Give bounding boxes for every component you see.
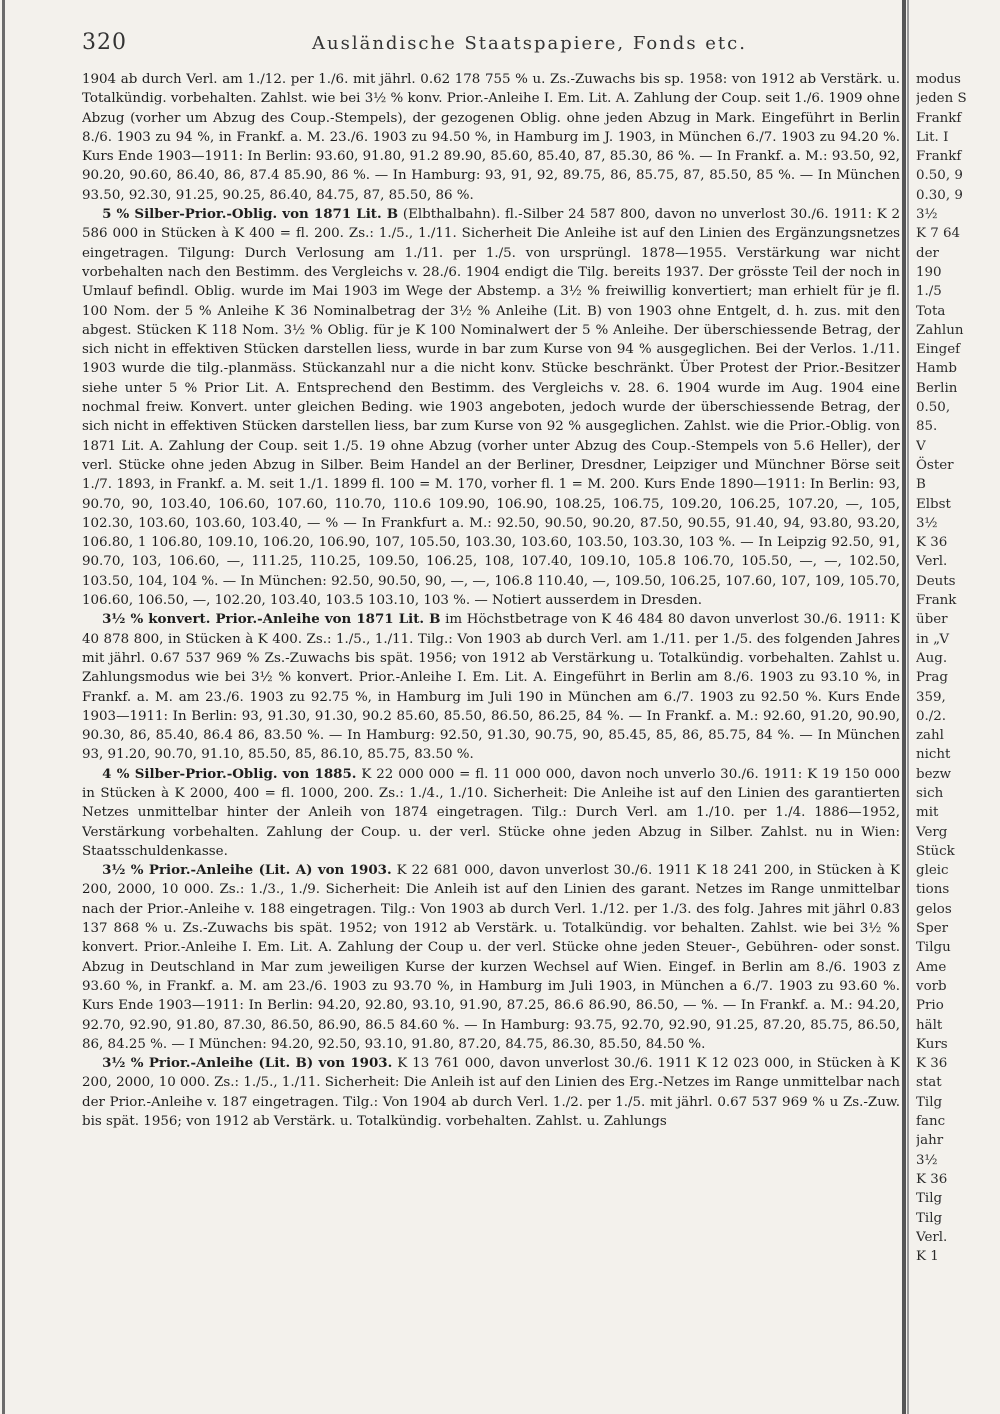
fragment-line: 0./2. bbox=[916, 708, 947, 724]
paragraph-2 bbox=[82, 610, 900, 764]
fragment-line: B bbox=[916, 477, 926, 493]
fragment-line: 0.50, 9 bbox=[916, 168, 963, 184]
section-heading: 3½ % Prior.-Anleihe (Lit. B) von 1903. bbox=[102, 1055, 393, 1072]
paragraph-5 bbox=[82, 1054, 900, 1131]
fragment-line: Verl. bbox=[916, 1229, 948, 1245]
fragment-line: jeden S bbox=[916, 91, 967, 107]
paragraph-0 bbox=[82, 70, 900, 205]
fragment-line: gleic bbox=[916, 863, 949, 879]
fragment-line: nicht bbox=[916, 747, 951, 763]
fragment-line: K 36 bbox=[916, 535, 948, 551]
fragment-line: fanc bbox=[916, 1114, 946, 1130]
fragment-line: zahl bbox=[916, 728, 944, 744]
fragment-line: 0.50, bbox=[916, 400, 951, 416]
fragment-line: V bbox=[916, 438, 926, 454]
page-gutter bbox=[902, 0, 906, 1414]
section-heading: 5 % Silber-Prior.-Oblig. von 1871 Lit. B bbox=[102, 206, 399, 223]
page-header bbox=[82, 30, 882, 62]
running-title: Ausländische Staatspapiere, Fonds etc. bbox=[312, 33, 747, 54]
fragment-line: Tota bbox=[916, 303, 946, 319]
fragment-line: modus bbox=[916, 72, 961, 87]
fragment-line: stat bbox=[916, 1075, 942, 1091]
fragment-line: Kurs bbox=[916, 1036, 948, 1052]
fragment-line: K 1 bbox=[916, 1249, 939, 1265]
fragment-line: 3½ bbox=[916, 1152, 938, 1168]
fragment-line: Zahlun bbox=[916, 322, 964, 338]
fragment-line: Elbst bbox=[916, 496, 951, 512]
fragment-line: Deuts bbox=[916, 573, 956, 589]
fragment-line: K 36 bbox=[916, 1056, 948, 1072]
fragment-line: K 36 bbox=[916, 1171, 948, 1187]
fragment-line: vorb bbox=[916, 978, 947, 994]
fragment-line: sich bbox=[916, 785, 944, 801]
fragment-line: 190 bbox=[916, 264, 942, 280]
fragment-line: hält bbox=[916, 1017, 943, 1033]
fragment-line: Frank bbox=[916, 593, 957, 609]
fragment-line: Eingef bbox=[916, 342, 961, 358]
fragment-line: Verg bbox=[916, 824, 948, 840]
fragment-line: Frankf bbox=[916, 149, 962, 165]
fragment-line: Ame bbox=[916, 959, 947, 975]
paragraph-3 bbox=[82, 765, 900, 861]
section-heading: 3½ % Prior.-Anleihe (Lit. A) von 1903. bbox=[102, 862, 392, 879]
fragment-line: Verl. bbox=[916, 554, 948, 570]
paragraph-text: K 22 681 000, davon unverlost 30./6. 1911 K 18 241 200, in Stücken à K 200, 2000, 10 000. Zs.: 1./3., 1./9. Sicherheit: Die Anleih ist auf den Linien des garant. Netzes im Range unmittelbar nach der Prior.-Anleihe v. 188 eingetragen. Tilg.: Von 1903 ab durch Verl. 1./12. per 1./3. des folg. Jahres mit jährl 0.83 137 868 % u. Zs.-Zuwachs bis spät. 1952; von 1912 ab Verstärk. u. Totalkündig. vor behalten. Zahlst. wie bei 3½ % konvert. Prior.-Anleihe I. Em. Lit. A. Zahlung der Coup u. der verl. Stücke ohne jeden Steuer-, Gebühren- oder sonst. Abzug in Deutschland in Mar zum jeweiligen Kurse der kurzen Wechsel auf Wien. Eingef. in Berlin am 8./6. 1903 z 93.60 %, in Frankf. a. M. am 23./6. 1903 zu 93.70 %, in Hamburg im Juli 1903, in München a 6./7. 1903 zu 93.60 %. Kurs Ende 1903—1911: In Berlin: 94.20, 92.80, 93.10, 91.90, 87.25, 86.6 86.90, 86.50, — %. — In Frankf. a. M.: 94.20, 92.70, 92.90, 91.80, 87.30, 86.50, 86.90, 86.5 84.60 %. — In Hamburg: 93.75, 92.70, 92.90, 91.25, 87.20, 85.75, 86.50, 86, 84.25 %. — I München: 94.20, 92.50, 93.10, 91.80, 87.20, 84.75, 86.30, 85.50, 84.50 %. bbox=[82, 863, 900, 1052]
paragraph-text: K 22 000 000 = fl. 11 000 000, davon noch unverlo 30./6. 1911: K 19 150 000 in Stücken à K 2000, 400 = fl. 1000, 200. Zs.: 1./4., 1./10. Sicherheit: Die Anleihe ist auf den Linien des garantierten Netzes unmittelbar hinter der Anleih von 1874 eingetragen. Tilg.: Durch Verl. am 1./10. per 1./4. 1886—1952, Verstärkung vorbehalten. Zahlung der Coup. u. der verl. Stücke ohne jeden Abzug in Silber. Zahlst. nu in Wien: Staatsschuldenkasse. bbox=[82, 766, 900, 859]
fragment-line: bezw bbox=[916, 766, 952, 782]
paragraph-1 bbox=[82, 205, 900, 610]
fragment-line: 359, bbox=[916, 689, 946, 705]
paragraph-text: im Höchstbetrage von K 46 484 80 davon unverlost 30./6. 1911: K 40 878 800, in Stücken à K 400. Zs.: 1./5., 1./11. Tilg.: Von 1903 ab durch Verl. am 1./11. per 1./5. des folgenden Jahres mit jährl. 0.67 537 969 % Zs.-Zuwachs bis spät. 1956; von 1912 ab Verstärkung u. Totalkündig. vorbehalten. Zahlst u. Zahlungsmodus wie bei 3½ % konvert. Prior.-Anleihe I. Em. Lit. A. Eingeführt in Berlin am 8./6. 1903 zu 93.10 %, in Frankf. a. M. am 23./6. 1903 zu 92.75 %, in Hamburg im Juli 190 in München am 6./7. 1903 zu 92.50 %. Kurs Ende 1903—1911: In Berlin: 93, 91.30, 91.30, 90.2 85.60, 85.50, 86.50, 86.25, 84 %. — In Frankf. a. M.: 92.60, 91.20, 90.90, 90.30, 86, 85.40, 86.4 86, 83.50 %. — In Hamburg: 92.50, 91.30, 90.75, 90, 85.45, 85, 86, 85.75, 84 %. — In München 93, 91.20, 90.70, 91.10, 85.50, 85, 86.10, 85.75, 83.50 %. bbox=[82, 612, 900, 763]
fragment-line: 3½ bbox=[916, 515, 938, 531]
fragment-line: in „V bbox=[916, 631, 950, 647]
fragment-line: Tilg bbox=[916, 1191, 943, 1207]
fragment-line: Sper bbox=[916, 921, 949, 937]
fragment-line: mit bbox=[916, 805, 939, 821]
fragment-line: jahr bbox=[916, 1133, 944, 1149]
facing-page-fragments bbox=[916, 70, 1000, 1410]
section-heading: 4 % Silber-Prior.-Oblig. von 1885. bbox=[102, 765, 357, 782]
fragment-line: Frankf bbox=[916, 110, 962, 126]
section-heading: 3½ % konvert. Prior.-Anleihe von 1871 Lit. B bbox=[102, 611, 441, 628]
paragraph-4 bbox=[82, 861, 900, 1054]
fragment-line: K 7 64 bbox=[916, 226, 961, 242]
fragment-line: 1./5 bbox=[916, 284, 942, 300]
fragment-line: Stück bbox=[916, 843, 955, 859]
fragment-line: gelos bbox=[916, 901, 952, 917]
fragment-line: Tilg bbox=[916, 1210, 943, 1226]
fragment-line: Berlin bbox=[916, 380, 958, 396]
fragment-line: Öster bbox=[916, 457, 954, 473]
fragment-line: der bbox=[916, 245, 939, 261]
main-column bbox=[82, 70, 900, 1410]
fragment-line: Prio bbox=[916, 998, 944, 1014]
left-binding-edge bbox=[2, 0, 5, 1414]
fragment-line: tions bbox=[916, 882, 950, 898]
fragment-line: Hamb bbox=[916, 361, 957, 377]
fragment-line: 0.30, 9 bbox=[916, 187, 963, 203]
fragment-line: über bbox=[916, 612, 948, 628]
paragraph-text: (Elbthalbahn). fl.-Silber 24 587 800, davon no unverlost 30./6. 1911: K 2 586 000 in Stücken à K 400 = fl. 200. Zs.: 1./5., 1./11. Sicherheit Die Anleihe ist auf den Linien des Ergänzungsnetzes eingetragen. Tilgung: Durch Verlosung am 1./11. per 1./5. von ursprüngl. 1878—1955. Verstärkung war nicht vorbehalten nach den Bestimm. des Vergleichs v. 28./6. 1904 endigt die Tilg. bereits 1937. Der grösste Teil der noch in Umlauf befindl. Oblig. wurde im Mai 1903 im Wege der Abstemp. a 3½ % freiwillig konvertiert; man erhielt für je fl. 100 Nom. der 5 % Anleihe K 36 Nominalbetrag der 3½ % Anleihe (Lit. B) von 1903 ohne Entgelt, d. h. zus. mit den abgest. Stücken K 118 Nom. 3½ % Oblig. für je K 100 Nominalwert der 5 % Anleihe. Der überschiessende Betrag, der sich nicht in effektiven Stücken darstellen liess, wurde in bar zum Kurse von 94 % ausgeglichen. Bei der Verlos. 1./11. 1903 wurde die tilg.-planmäss. Stückanzahl nur a die nicht konv. Stücke beschränkt. Über Protest der Prior.-Besitzer siehe unter 5 % Prior Lit. A. Entsprechend den Bestimm. des Vergleichs v. 28. 6. 1904 wurde im Aug. 1904 eine nochmal freiw. Konvert. unter gleichen Beding. wie 1903 angeboten, jedoch wurde der überschiessende Betrag, der sich nicht in effektiven Stücken darstellen liess, bar zum Kurse von 92 % ausgeglichen. Zahlst. wie die Prior.-Oblig. von 1871 Lit. A. Zahlung der Coup. seit 1./5. 19 ohne Abzug (vorher unter Abzug des Coup.-Stempels von 5.6 Heller), der verl. Stücke ohne jeden Abzug in Silber. Beim Handel an der Berliner, Dresdner, Leipziger und Münchner Börse seit 1./7. 1893, in Frankf. a. M. seit 1./1. 1899 fl. 100 = M. 170, vorher fl. 1 = M. 200. Kurs Ende 1890—1911: In Berlin: 93, 90.70, 90, 103.40, 106.60, 107.60, 110.70, 110.6 109.90, 106.90, 108.25, 106.75, 109.20, 106.25, 107.20, —, 105, 102.30, 103.60, 103.60, 103.40, — % — In Frankfurt a. M.: 92.50, 90.50, 90.20, 87.50, 90.55, 91.40, 94, 93.80, 93.20, 106.80, 1 106.80, 109.10, 106.20, 106.90, 107, 105.50, 103.30, 103.60, 103.50, 103.30, 103 %. — In Leipzig 92.50, 91, 90.70, 103, 106.60, —, 111.25, 110.25, 109.50, 106.25, 108, 107.40, 109.10, 105.8 106.70, 105.50, —, —, 102.50, 103.50, 104, 104 %. — In München: 92.50, 90.50, 90, —, —, 106.8 110.40, —, 109.50, 106.25, 107.60, 107, 109, 105.70, 106.60, 106.50, —, 102.20, 103.40, 103.5 103.10, 103 %. — Notiert ausserdem in Dresden. bbox=[82, 207, 900, 609]
fragment-line: 85. bbox=[916, 419, 938, 435]
fragment-line: Prag bbox=[916, 670, 948, 686]
fragment-line: 3½ bbox=[916, 207, 938, 223]
fragment-line: Tilg bbox=[916, 1094, 943, 1110]
paragraph-text: 1904 ab durch Verl. am 1./12. per 1./6. mit jährl. 0.62 178 755 % u. Zs.-Zuwachs bis sp. 1958: von 1912 ab Verstärk. u. Totalkündig. vorbehalten. Zahlst. wie bei 3½ % konv. Prior.-Anleihe I. Em. Lit. A. Zahlung der Coup. seit 1./6. 1909 ohne Abzug (vorher um Abzug des Coup.-Stempels), der gezogenen Oblig. ohne jeden Abzug in Mark. Eingeführt in Berlin 8./6. 1903 zu 94 %, in Frankf. a. M. 23./6. 1903 zu 94.50 %, in Hamburg im J. 1903, in München 6./7. 1903 zu 94.20 %. Kurs Ende 1903—1911: In Berlin: 93.60, 91.80, 91.2 89.90, 85.60, 85.40, 87, 85.30, 86 %. — In Frankf. a. M.: 93.50, 92, 90.20, 90.60, 86.40, 86, 87.4 85.90, 86 %. — In Hamburg: 93, 91, 92, 89.75, 86, 85.75, 87, 85.50, 85 %. — In München 93.50, 92.30, 91.25, 90.25, 86.40, 84.75, 87, 85.50, 86 %. bbox=[82, 72, 900, 203]
fragment-line: Lit. I bbox=[916, 129, 949, 145]
paragraph-text: K 13 761 000, davon unverlost 30./6. 1911 K 12 023 000, in Stücken à K 200, 2000, 10 000. Zs.: 1./5., 1./11. Sicherheit: Die Anleih ist auf den Linien des Erg.-Netzes im Range unmittelbar nach der Prior.-Anleihe v. 187 eingetragen. Tilg.: Von 1904 ab durch Verl. 1./2. per 1./5. mit jährl. 0.67 537 969 % u Zs.-Zuw. bis spät. 1956; von 1912 ab Verstärk. u. Totalkündig. vorbehalten. Zahlst. u. Zahlungs bbox=[82, 1056, 900, 1130]
fragment-line: Tilgu bbox=[916, 940, 951, 956]
fragment-line: Aug. bbox=[916, 650, 948, 666]
page-gutter-shadow bbox=[907, 0, 909, 1414]
page-number: 320 bbox=[82, 30, 127, 55]
